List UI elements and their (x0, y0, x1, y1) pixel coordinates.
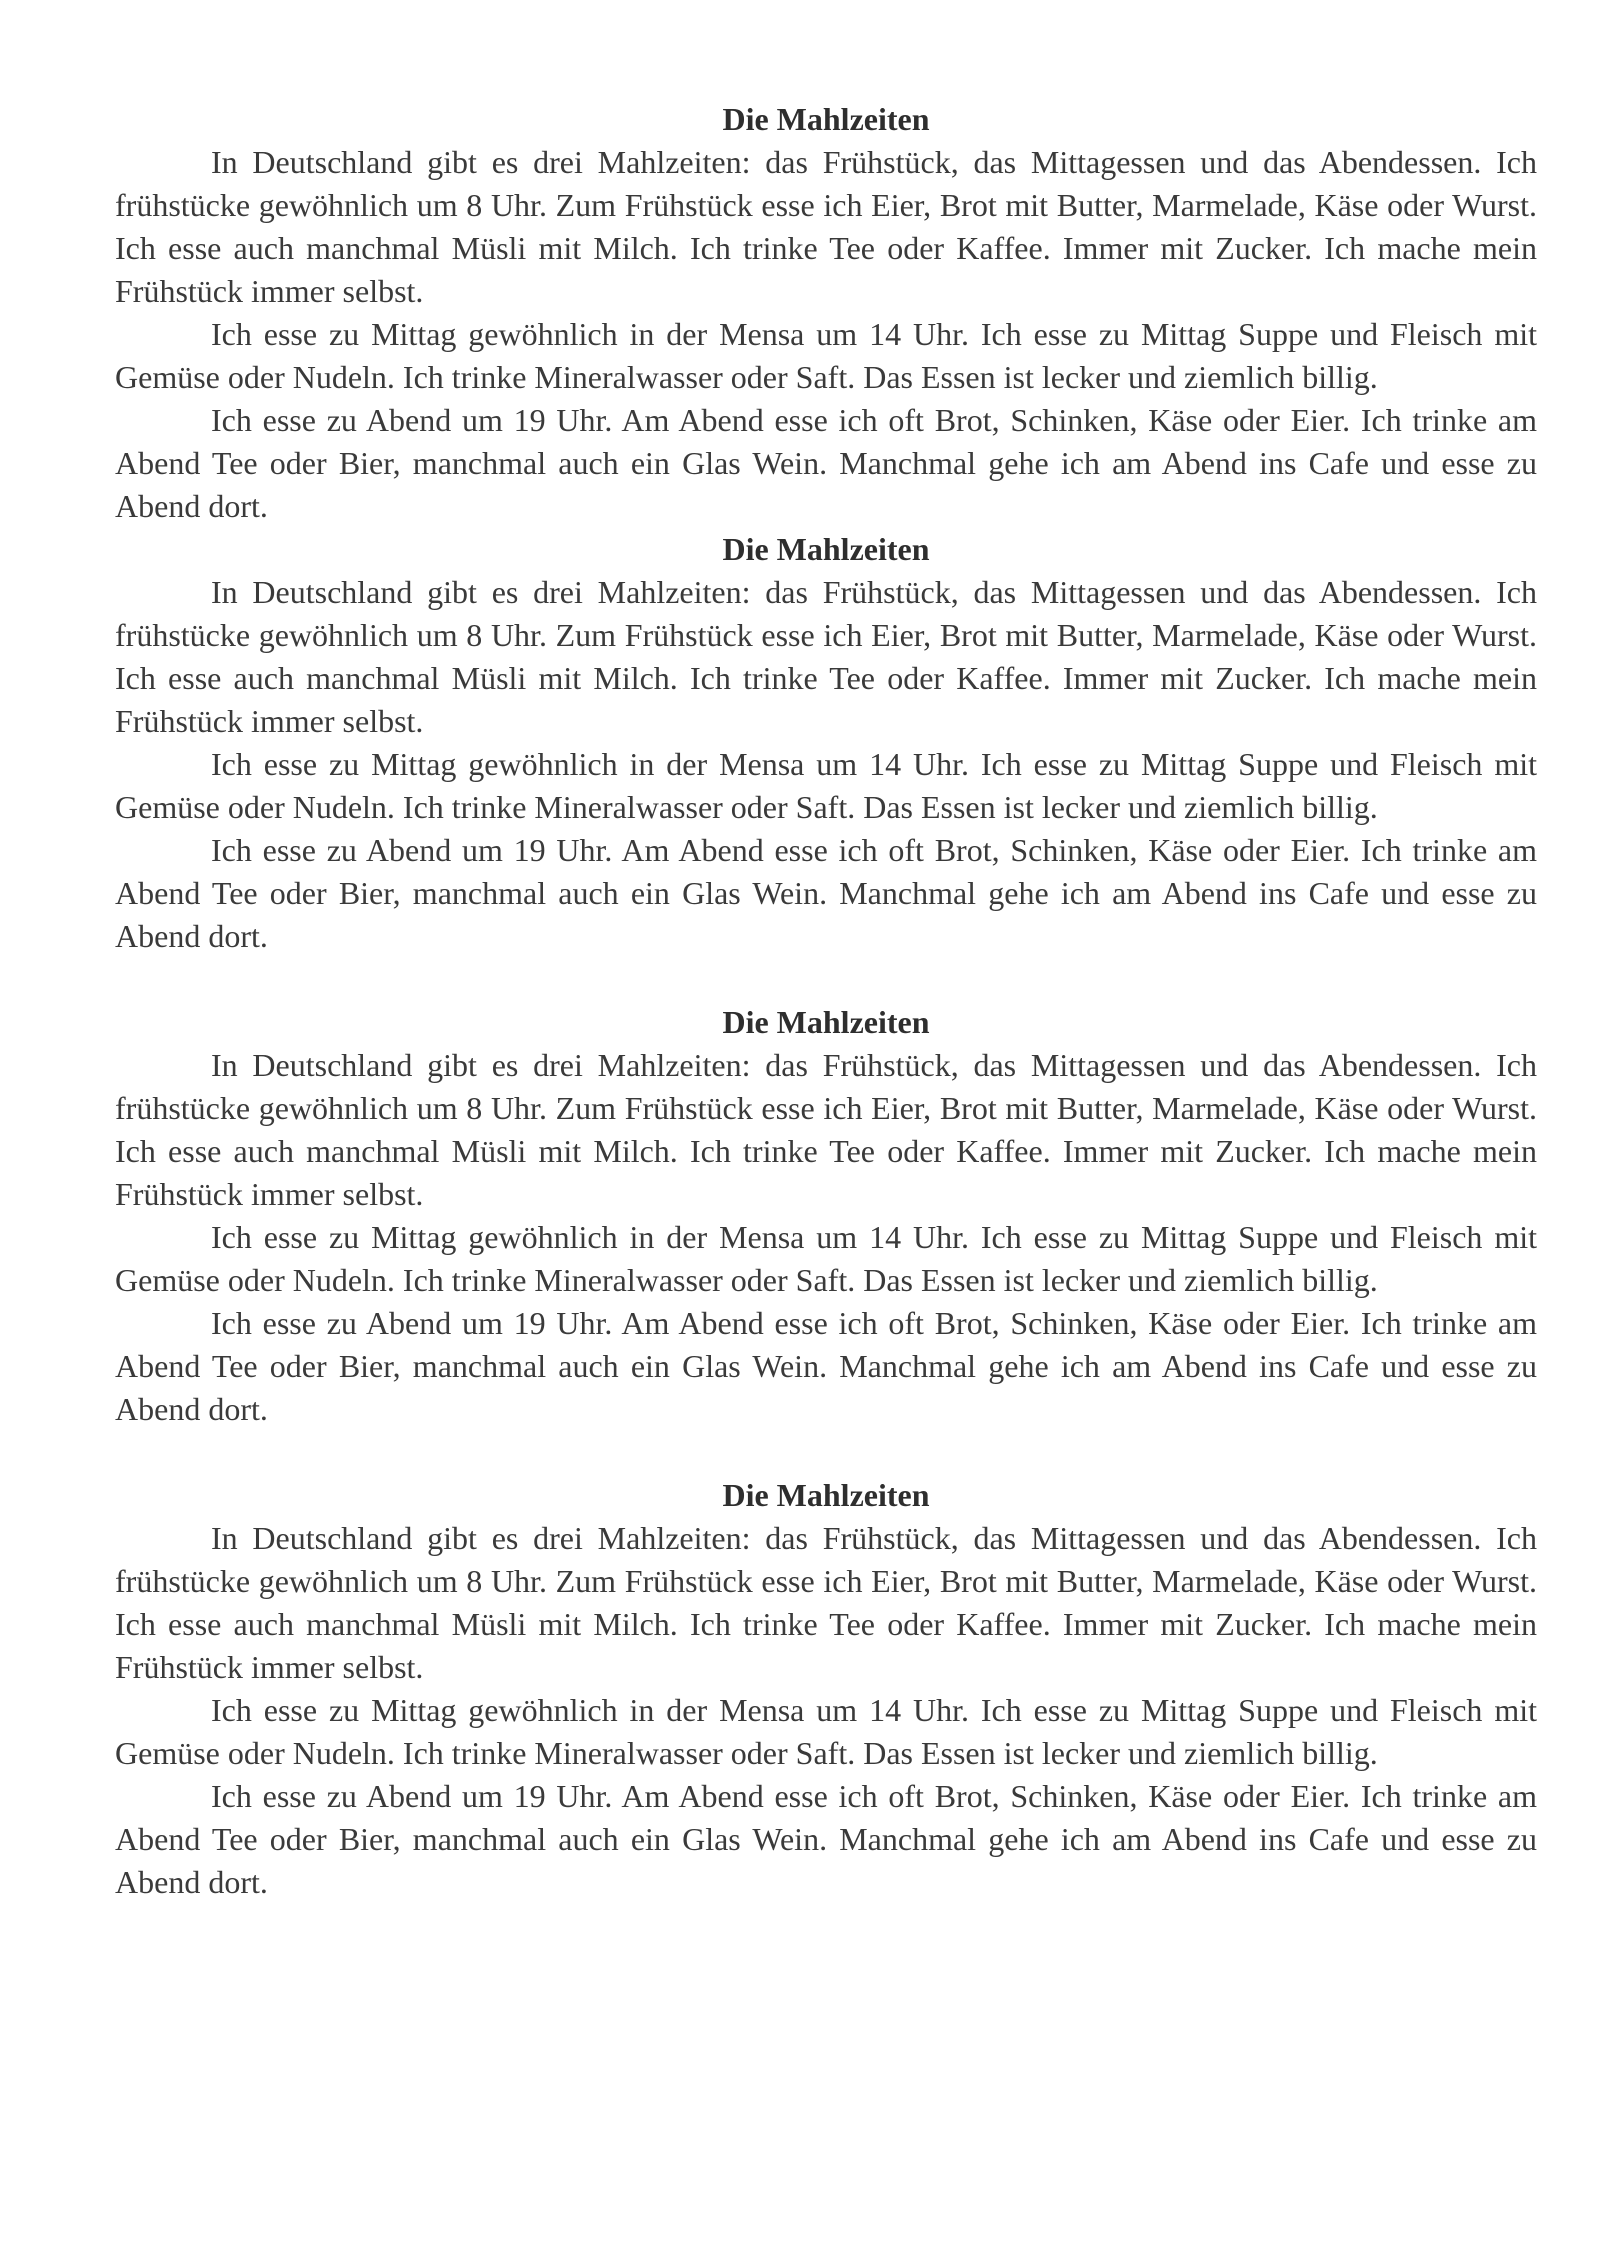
paragraph-dinner: Ich esse zu Abend um 19 Uhr. Am Abend esse ich oft Brot, Schinken, Käse oder Eier. Ich trinke am Abend Tee oder Bier, manchmal auch ein Glas Wein. Manchmal gehe ich am Abend ins Cafe und esse zu Abend dort. (115, 1778, 1537, 1900)
section-title: Die Mahlzeiten (722, 1477, 930, 1513)
paragraph-breakfast: In Deutschland gibt es drei Mahlzeiten: das Frühstück, das Mittagessen und das Abendessen. Ich frühstücke gewöhnlich um 8 Uhr. Zum Frühstück esse ich Eier, Brot mit Butter, Marmelade, Käse oder Wurst. Ich esse auch manchmal Müsli mit Milch. Ich trinke Tee oder Kaffee. Immer mit Zucker. Ich mache mein Frühstück immer selbst. (115, 1047, 1537, 1212)
paragraph-lunch: Ich esse zu Mittag gewöhnlich in der Mensa um 14 Uhr. Ich esse zu Mittag Suppe und Fleisch mit Gemüse oder Nudeln. Ich trinke Mineralwasser oder Saft. Das Essen ist lecker und ziemlich billig. (115, 746, 1537, 825)
paragraph-dinner: Ich esse zu Abend um 19 Uhr. Am Abend esse ich oft Brot, Schinken, Käse oder Eier. Ich trinke am Abend Tee oder Bier, manchmal auch ein Glas Wein. Manchmal gehe ich am Abend ins Cafe und esse zu Abend dort. (115, 402, 1537, 524)
section-title: Die Mahlzeiten (722, 531, 930, 567)
paragraph-breakfast: In Deutschland gibt es drei Mahlzeiten: das Frühstück, das Mittagessen und das Abendessen. Ich frühstücke gewöhnlich um 8 Uhr. Zum Frühstück esse ich Eier, Brot mit Butter, Marmelade, Käse oder Wurst. Ich esse auch manchmal Müsli mit Milch. Ich trinke Tee oder Kaffee. Immer mit Zucker. Ich mache mein Frühstück immer selbst. (115, 574, 1537, 739)
paragraph-lunch: Ich esse zu Mittag gewöhnlich in der Mensa um 14 Uhr. Ich esse zu Mittag Suppe und Fleisch mit Gemüse oder Nudeln. Ich trinke Mineralwasser oder Saft. Das Essen ist lecker und ziemlich billig. (115, 316, 1537, 395)
paragraph-breakfast: In Deutschland gibt es drei Mahlzeiten: das Frühstück, das Mittagessen und das Abendessen. Ich frühstücke gewöhnlich um 8 Uhr. Zum Frühstück esse ich Eier, Brot mit Butter, Marmelade, Käse oder Wurst. Ich esse auch manchmal Müsli mit Milch. Ich trinke Tee oder Kaffee. Immer mit Zucker. Ich mache mein Frühstück immer selbst. (115, 144, 1537, 309)
section-title: Die Mahlzeiten (722, 101, 930, 137)
section-2 (115, 528, 1537, 958)
paragraph-lunch: Ich esse zu Mittag gewöhnlich in der Mensa um 14 Uhr. Ich esse zu Mittag Suppe und Fleisch mit Gemüse oder Nudeln. Ich trinke Mineralwasser oder Saft. Das Essen ist lecker und ziemlich billig. (115, 1219, 1537, 1298)
paragraph-dinner: Ich esse zu Abend um 19 Uhr. Am Abend esse ich oft Brot, Schinken, Käse oder Eier. Ich trinke am Abend Tee oder Bier, manchmal auch ein Glas Wein. Manchmal gehe ich am Abend ins Cafe und esse zu Abend dort. (115, 1305, 1537, 1427)
section-1 (115, 98, 1537, 528)
paragraph-dinner: Ich esse zu Abend um 19 Uhr. Am Abend esse ich oft Brot, Schinken, Käse oder Eier. Ich trinke am Abend Tee oder Bier, manchmal auch ein Glas Wein. Manchmal gehe ich am Abend ins Cafe und esse zu Abend dort. (115, 832, 1537, 954)
document-page (115, 98, 1537, 1904)
section-4 (115, 1474, 1537, 1904)
section-3 (115, 1001, 1537, 1431)
section-title: Die Mahlzeiten (722, 1004, 930, 1040)
paragraph-breakfast: In Deutschland gibt es drei Mahlzeiten: das Frühstück, das Mittagessen und das Abendessen. Ich frühstücke gewöhnlich um 8 Uhr. Zum Frühstück esse ich Eier, Brot mit Butter, Marmelade, Käse oder Wurst. Ich esse auch manchmal Müsli mit Milch. Ich trinke Tee oder Kaffee. Immer mit Zucker. Ich mache mein Frühstück immer selbst. (115, 1520, 1537, 1685)
paragraph-lunch: Ich esse zu Mittag gewöhnlich in der Mensa um 14 Uhr. Ich esse zu Mittag Suppe und Fleisch mit Gemüse oder Nudeln. Ich trinke Mineralwasser oder Saft. Das Essen ist lecker und ziemlich billig. (115, 1692, 1537, 1771)
